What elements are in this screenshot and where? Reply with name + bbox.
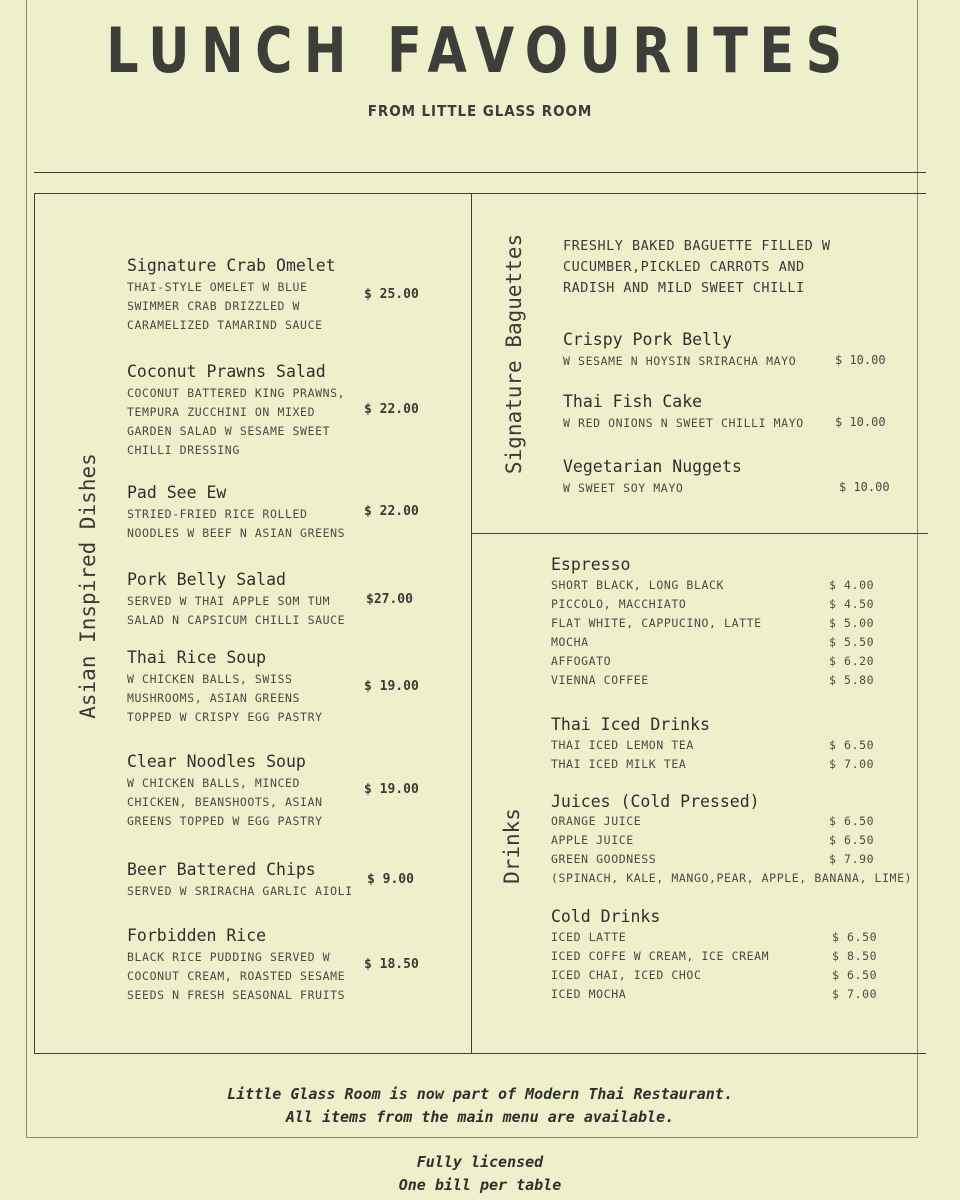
dish-price: $ 22.00	[364, 402, 419, 417]
baguette-name: Vegetarian Nuggets	[563, 457, 742, 476]
footer-license: Fully licensed One bill per table	[398, 1153, 562, 1194]
dish-name: Signature Crab Omelet	[127, 256, 336, 275]
dish-price: $ 19.00	[364, 679, 419, 694]
frame-bottom-border	[26, 1137, 918, 1138]
drink-price: $ 4.50	[829, 597, 875, 611]
drink-price: $ 7.00	[832, 987, 878, 1001]
section-label-drinks: Drinks	[500, 808, 524, 884]
baguette-drinks-divider	[471, 533, 928, 534]
dish-name: Pork Belly Salad	[127, 570, 286, 589]
dish-description: W CHICKEN BALLS, MINCED CHICKEN, BEANSHOOTS, ASIAN GREENS TOPPED W EGG PASTRY	[127, 776, 323, 828]
dish-price: $ 25.00	[364, 287, 419, 302]
drink-price: $ 6.50	[829, 814, 875, 828]
dish-price: $ 19.00	[364, 782, 419, 797]
drink-price: $ 6.50	[829, 833, 875, 847]
drink-row	[551, 738, 875, 757]
drink-row	[551, 833, 875, 852]
drink-row	[551, 597, 875, 616]
drink-price: $ 8.50	[832, 949, 878, 963]
header-rule-upper	[34, 172, 926, 173]
drink-category-heading: Thai Iced Drinks	[551, 715, 710, 734]
drink-name: FLAT WHITE, CAPPUCINO, LATTE	[551, 616, 762, 630]
dish-description: SERVED W THAI APPLE SOM TUM SALAD N CAPSICUM CHILLI SAUCE	[127, 594, 346, 627]
drink-price: $ 6.50	[832, 968, 878, 982]
dish-description: COCONUT BATTERED KING PRAWNS, TEMPURA ZUCCHINI ON MIXED GARDEN SALAD W SESAME SWEET CHILLI DRESSING	[127, 386, 346, 457]
drink-name: ICED COFFE W CREAM, ICE CREAM	[551, 949, 770, 963]
dish-description: W CHICKEN BALLS, SWISS MUSHROOMS, ASIAN GREENS TOPPED W CRISPY EGG PASTRY	[127, 672, 323, 724]
drink-category-heading: Juices (Cold Pressed)	[551, 792, 760, 811]
drink-name: THAI ICED LEMON TEA	[551, 738, 694, 752]
drink-name: THAI ICED MILK TEA	[551, 757, 687, 771]
section-label-asian: Asian Inspired Dishes	[76, 453, 100, 719]
drink-price: $ 7.00	[829, 757, 875, 771]
drink-row	[551, 949, 878, 968]
drink-row	[551, 987, 878, 1006]
drink-name: ICED LATTE	[551, 930, 627, 944]
drink-name: ORANGE JUICE	[551, 814, 642, 828]
drink-price: $ 5.00	[829, 616, 875, 630]
drink-row	[551, 814, 875, 833]
drink-name: VIENNA COFFEE	[551, 673, 649, 687]
drink-row	[551, 635, 875, 654]
drink-name: GREEN GOODNESS	[551, 852, 657, 866]
baguette-name: Thai Fish Cake	[563, 392, 703, 411]
baguette-price: $ 10.00	[835, 353, 886, 367]
frame-left-border	[26, 0, 27, 1138]
drink-name: APPLE JUICE	[551, 833, 634, 847]
drink-category-heading: Espresso	[551, 555, 631, 574]
menu-title: LUNCH FAVOURITES	[106, 14, 854, 87]
menu-subtitle: FROM LITTLE GLASS ROOM	[367, 102, 593, 120]
dish-description: BLACK RICE PUDDING SERVED W COCONUT CREAM, ROASTED SESAME SEEDS N FRESH SEASONAL FRUITS	[127, 950, 346, 1002]
drink-price: $ 6.50	[829, 738, 875, 752]
drink-name: MOCHA	[551, 635, 589, 649]
section-label-baguettes: Signature Baguettes	[502, 233, 526, 475]
dish-description: STRIED-FRIED RICE ROLLED NOODLES W BEEF N ASIAN GREENS	[127, 507, 346, 540]
drink-row	[551, 852, 875, 871]
dish-name: Forbidden Rice	[127, 926, 267, 945]
drink-price: $ 6.20	[829, 654, 875, 668]
dish-price: $ 22.00	[364, 504, 419, 519]
drink-row	[551, 757, 875, 776]
drink-row	[551, 673, 875, 692]
dish-description: SERVED W SRIRACHA GARLIC AIOLI	[127, 884, 353, 898]
frame-right-border	[917, 0, 918, 1138]
dish-name: Beer Battered Chips	[127, 860, 316, 879]
drink-row	[551, 968, 878, 987]
drink-row	[551, 616, 875, 635]
drink-row	[551, 654, 875, 673]
footer-notice: Little Glass Room is now part of Modern Thai Restaurant. All items from the main menu are available.	[227, 1085, 733, 1126]
drink-name: ICED MOCHA	[551, 987, 627, 1001]
drink-price: $ 5.50	[829, 635, 875, 649]
drink-price: $ 4.00	[829, 578, 875, 592]
baguette-description: W SWEET SOY MAYO	[563, 481, 684, 495]
drink-row	[551, 578, 875, 597]
drink-row	[551, 871, 913, 890]
header-rule-lower	[34, 193, 926, 194]
drink-name: PICCOLO, MACCHIATO	[551, 597, 687, 611]
drink-price: $ 7.90	[829, 852, 875, 866]
drink-category-heading: Cold Drinks	[551, 907, 661, 926]
baguette-price: $ 10.00	[839, 480, 890, 494]
dish-name: Thai Rice Soup	[127, 648, 267, 667]
left-column-border	[34, 193, 35, 1054]
dish-price: $ 9.00	[367, 872, 414, 887]
baguette-price: $ 10.00	[835, 415, 886, 429]
dish-name: Clear Noodles Soup	[127, 752, 306, 771]
dish-description: THAI-STYLE OMELET W BLUE SWIMMER CRAB DRIZZLED W CARAMELIZED TAMARIND SAUCE	[127, 280, 323, 332]
dish-price: $27.00	[366, 592, 413, 607]
baguette-intro: FRESHLY BAKED BAGUETTE FILLED W CUCUMBER,PICKLED CARROTS AND RADISH AND MILD SWEET CHILLI	[563, 238, 831, 296]
baguette-name: Crispy Pork Belly	[563, 330, 732, 349]
drink-name: (SPINACH, KALE, MANGO,PEAR, APPLE, BANANA, LIME)	[551, 871, 913, 885]
column-divider	[471, 193, 472, 1054]
dish-price: $ 18.50	[364, 957, 419, 972]
drink-name: SHORT BLACK, LONG BLACK	[551, 578, 725, 592]
baguette-description: W SESAME N HOYSIN SRIRACHA MAYO	[563, 354, 797, 368]
drink-price: $ 6.50	[832, 930, 878, 944]
drink-row	[551, 930, 878, 949]
drink-price: $ 5.80	[829, 673, 875, 687]
dish-name: Coconut Prawns Salad	[127, 362, 326, 381]
baguette-description: W RED ONIONS N SWEET CHILLI MAYO	[563, 416, 804, 430]
dish-name: Pad See Ew	[127, 483, 227, 502]
drink-name: ICED CHAI, ICED CHOC	[551, 968, 702, 982]
footer-rule	[34, 1053, 926, 1054]
drink-name: AFFOGATO	[551, 654, 612, 668]
